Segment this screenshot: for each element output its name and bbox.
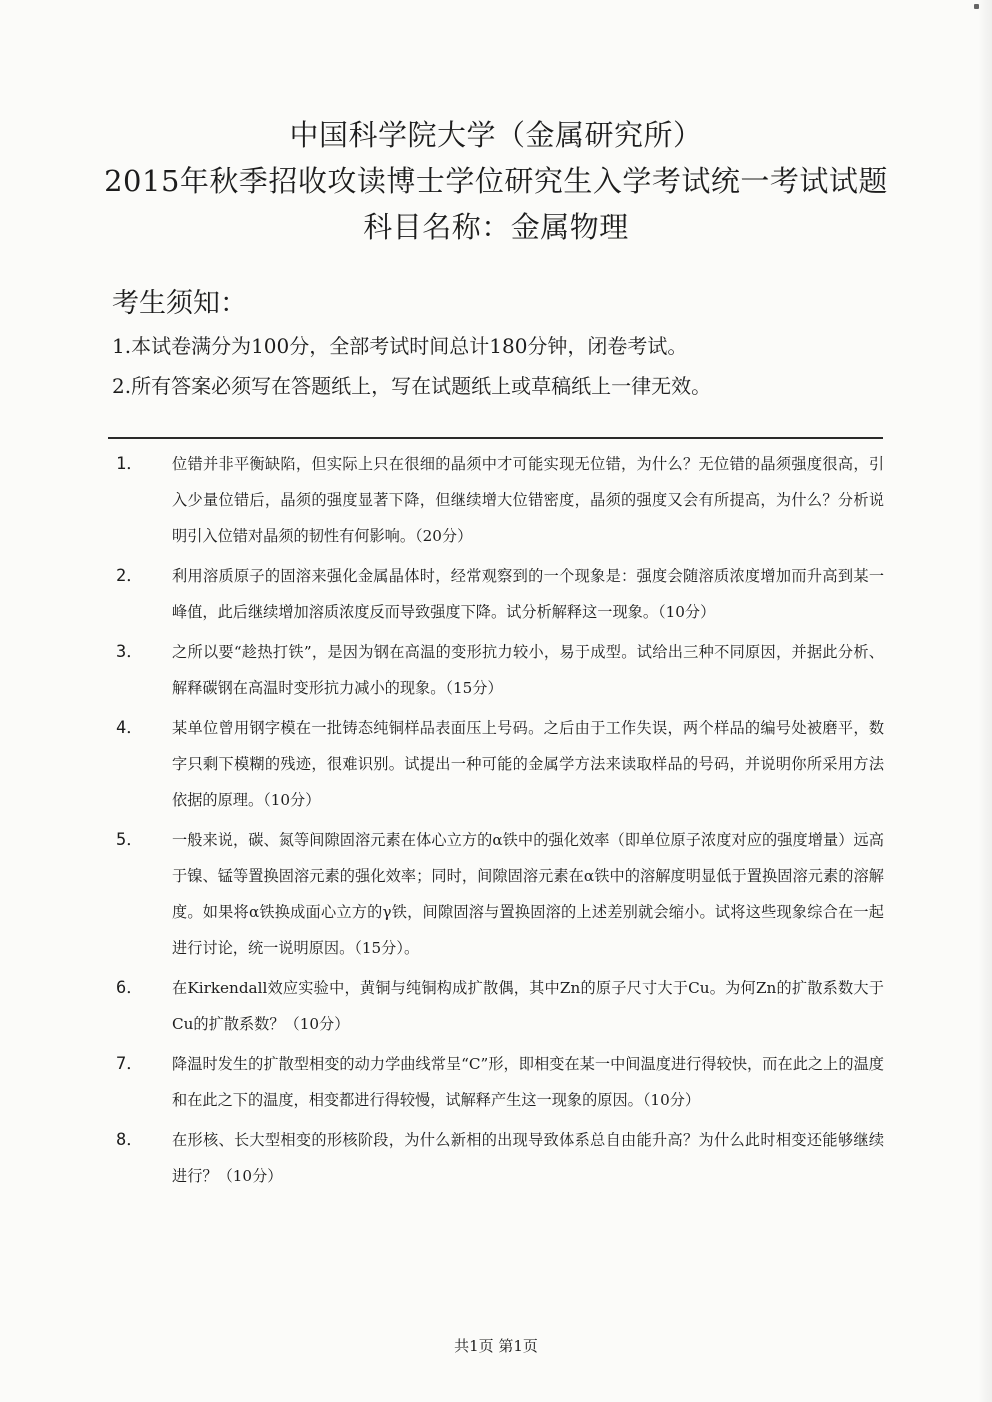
question-item: [108, 970, 888, 1042]
question-text: 利用溶质原子的固溶来强化金属晶体时，经常观察到的一个现象是：强度会随溶质浓度增加而升高到某一峰值，此后继续增加溶质浓度反而导致强度下降。试分析解释这一现象。（10分）: [172, 567, 884, 621]
notice-heading: 考生须知：: [112, 288, 247, 319]
question-text: 在形核、长大型相变的形核阶段，为什么新相的出现导致体系总自由能升高？为什么此时相变还能够继续进行？（10分）: [172, 1131, 884, 1185]
question-number: 6．: [116, 978, 144, 998]
question-item: [108, 634, 888, 706]
question-number: 7．: [116, 1054, 144, 1074]
question-text: 一般来说，碳、氮等间隙固溶元素在体心立方的α铁中的强化效率（即单位原子浓度对应的强度增量）远高于镍、锰等置换固溶元素的强化效率；同时，间隙固溶元素在α铁中的溶解度明显低于置换固溶元素的溶解度。如果将α铁换成面心立方的γ铁，间隙固溶与置换固溶的上述差别就会缩小。试将这些现象综合在一起进行讨论，统一说明原因。（15分）。: [172, 831, 884, 957]
question-text: 某单位曾用钢字模在一批铸态纯铜样品表面压上号码。之后由于工作失误，两个样品的编号处被磨平，数字只剩下模糊的残迹，很难识别。试提出一种可能的金属学方法来读取样品的号码，并说明你所采用方法依据的原理。（10分）: [172, 719, 884, 809]
subject-title: 科目名称：金属物理: [363, 210, 629, 244]
scan-speck: [974, 4, 979, 9]
notice-item: 1.本试卷满分为100分，全部考试时间总计180分钟，闭卷考试。: [112, 334, 688, 358]
question-item: [108, 710, 888, 818]
question-number: 1．: [116, 454, 144, 474]
question-number: 5．: [116, 830, 144, 850]
question-number: 8．: [116, 1130, 144, 1150]
question-number: 3．: [116, 642, 144, 662]
question-number: 4．: [116, 718, 144, 738]
exam-title: 2015年秋季招收攻读博士学位研究生入学考试统一考试试题: [104, 164, 888, 198]
separator-rule: [108, 437, 883, 439]
question-item: [108, 822, 888, 966]
question-list: [108, 446, 888, 1198]
page-footer: 共1页 第1页: [454, 1337, 538, 1355]
question-text: 在Kirkendall效应实验中，黄铜与纯铜构成扩散偶，其中Zn的原子尺寸大于Cu。为何Zn的扩散系数大于Cu的扩散系数？（10分）: [172, 979, 884, 1033]
question-item: [108, 1046, 888, 1118]
question-item: [108, 446, 888, 554]
question-text: 位错并非平衡缺陷，但实际上只在很细的晶须中才可能实现无位错，为什么？无位错的晶须强度很高，引入少量位错后，晶须的强度显著下降，但继续增大位错密度，晶须的强度又会有所提高，为什么？分析说明引入位错对晶须的韧性有何影响。（20分）: [172, 455, 884, 545]
notice-item: 2.所有答案必须写在答题纸上，写在试题纸上或草稿纸上一律无效。: [112, 374, 712, 398]
question-item: [108, 558, 888, 630]
question-text: 之所以要“趁热打铁”，是因为钢在高温的变形抗力较小，易于成型。试给出三种不同原因，并据此分析、解释碳钢在高温时变形抗力减小的现象。（15分）: [172, 643, 884, 697]
question-item: [108, 1122, 888, 1194]
question-text: 降温时发生的扩散型相变的动力学曲线常呈“C”形，即相变在某一中间温度进行得较快，而在此之上的温度和在此之下的温度，相变都进行得较慢，试解释产生这一现象的原因。（10分）: [172, 1055, 884, 1109]
exam-header: [0, 112, 992, 250]
question-number: 2．: [116, 566, 144, 586]
institution-title: 中国科学院大学（金属研究所）: [289, 118, 703, 152]
candidate-notice: [112, 282, 892, 406]
